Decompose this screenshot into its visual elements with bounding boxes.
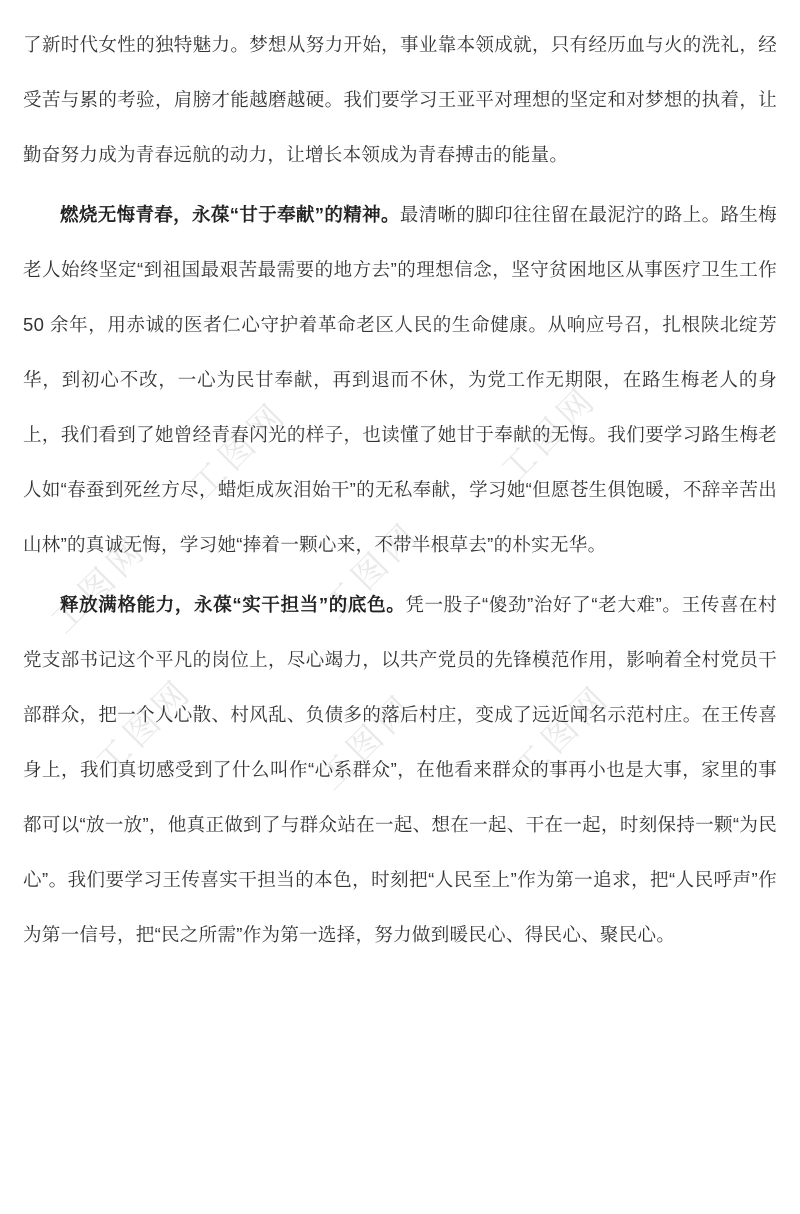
watermark-text: 工图网 [311,686,424,798]
watermark-text: 工图网 [183,394,296,506]
paragraph [23,187,777,572]
paragraph-body: 凭一股子“傻劲”治好了“老大难”。王传喜在村党支部书记这个平凡的岗位上，尽心竭力，以共产党员的先锋模范作用，影响着全村党员干部群众，把一个人心散、村风乱、负债多的落后村庄，变成了远近闻名示范村庄。在王传喜身上，我们真切感受到了什么叫作“心系群众”，在他看来群众的事再小也是大事，家里的事都可以“放一放”，他真正做到了与群众站在一起、想在一起、干在一起，时刻保持一颗“为民心”。我们要学习王传喜实干担当的本色，时刻把“人民至上”作为第一追求，把“人民呼声”作为第一信号，把“民之所需”作为第一选择，努力做到暖民心、得民心、聚民心。 [23,594,777,945]
watermark-text: 工图网 [493,379,606,491]
paragraph [23,577,777,962]
paragraph-lead: 释放满格能力，永葆“实干担当”的底色。 [60,594,406,615]
paragraph-lead: 燃烧无悔青春，永葆“甘于奉献”的精神。 [60,204,400,225]
paragraph-body: 最清晰的脚印往往留在最泥泞的路上。路生梅老人始终坚定“到祖国最艰苦最需要的地方去”的理想信念，坚守贫困地区从事医疗卫生工作 50 余年，用赤诚的医者仁心守护着革命老区人民的生命健康。从响应号召，扎根陕北绽芳华，到初心不改，一心为民甘奉献，再到退而不休，为党工作无期限，在路生梅老人的身上，我们看到了她曾经青春闪光的样子，也读懂了她甘于奉献的无悔。我们要学习路生梅老人如“春蚕到死丝方尽，蜡炬成灰泪始干”的无私奉献，学习她“但愿苍生俱饱暖，不辞辛苦出山林”的真诚无悔，学习她“捧着一颗心来，不带半根草去”的朴实无华。 [23,204,777,555]
paragraph-body: 了新时代女性的独特魅力。梦想从努力开始，事业靠本领成就，只有经历血与火的洗礼，经受苦与累的考验，肩膀才能越磨越硬。我们要学习王亚平对理想的坚定和对梦想的执着，让勤奋努力成为青春远航的动力，让增长本领成为青春搏击的能量。 [23,34,777,165]
watermark-text: 工图网 [88,671,201,783]
watermark-text: 工图网 [43,529,156,641]
watermark-text: 工图网 [506,677,619,789]
watermark-text: 工图网 [316,514,429,626]
paragraph [23,17,777,182]
